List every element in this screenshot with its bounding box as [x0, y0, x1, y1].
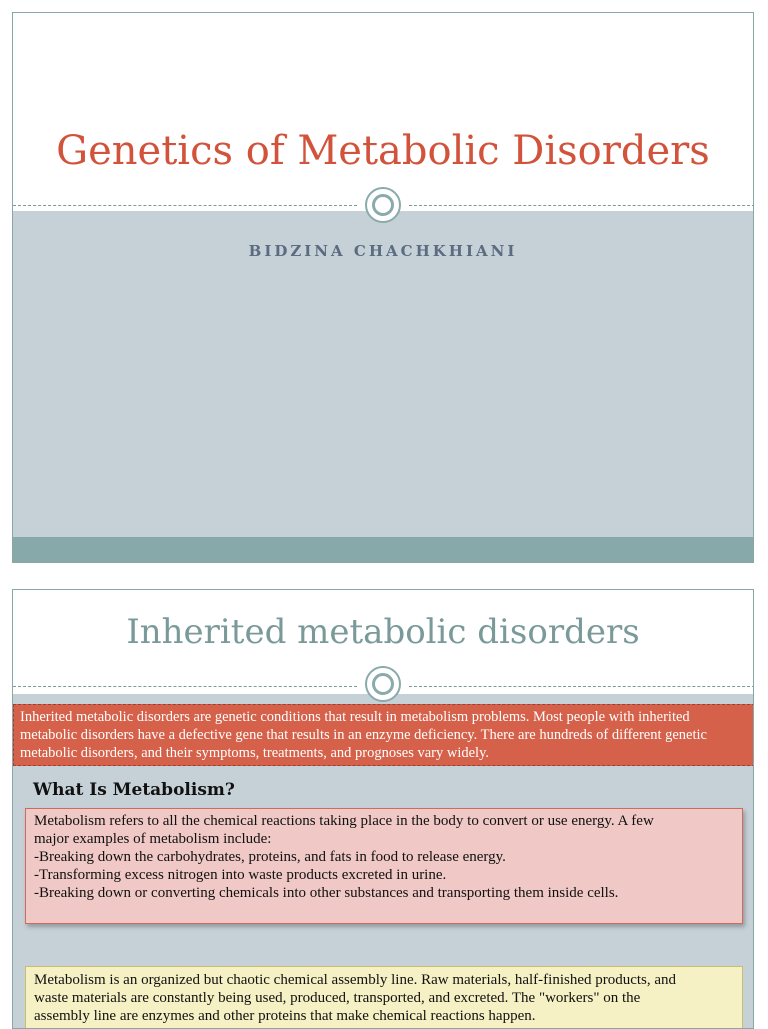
- author-name: BIDZINA CHACHKHIANI: [248, 242, 518, 260]
- assembly-line-text: assembly line are enzymes and other proteins that make chemical reactions happen.: [34, 1008, 536, 1024]
- definition-line: major examples of metabolism include:: [34, 831, 272, 847]
- assembly-line-box: [25, 966, 743, 1029]
- title-slide: [12, 12, 754, 563]
- divider-line-right: [409, 205, 754, 206]
- intro-callout: Inherited metabolic disorders are genetic conditions that result in metabolism problems. Most people with inherited metabolic disorders have a defective gene that results in an enzyme deficiency. There are hundreds of different genetic metabolic disorders, and their symptoms, treatments, and prognoses vary widely.: [13, 704, 754, 766]
- content-slide: [12, 589, 754, 1029]
- definition-line: Metabolism refers to all the chemical reactions taking place in the body to convert or use energy. A few: [34, 813, 654, 829]
- definition-line: -Breaking down or converting chemicals into other substances and transporting them inside cells.: [34, 885, 619, 901]
- divider-line-left: [13, 686, 357, 687]
- slide-title: Inherited metabolic disorders: [126, 612, 640, 652]
- presentation-title: Genetics of Metabolic Disorders: [56, 128, 710, 174]
- assembly-line-text: waste materials are constantly being used, produced, transported, and excreted. The "workers" on the: [34, 990, 641, 1006]
- title-slide-footer-bar: [13, 537, 753, 563]
- divider-line-left: [13, 205, 357, 206]
- divider-ring-icon: [365, 666, 401, 702]
- assembly-line-text: Metabolism is an organized but chaotic chemical assembly line. Raw materials, half-finished products, and: [34, 972, 677, 988]
- divider-line-right: [409, 686, 754, 687]
- divider-ring-icon: [365, 187, 401, 223]
- title-slide-header: [13, 13, 753, 211]
- metabolism-definition-box: [25, 808, 743, 924]
- definition-line: -Breaking down the carbohydrates, proteins, and fats in food to release energy.: [34, 849, 506, 865]
- section-heading: What Is Metabolism?: [33, 780, 235, 800]
- definition-line: -Transforming excess nitrogen into waste products excreted in urine.: [34, 867, 447, 883]
